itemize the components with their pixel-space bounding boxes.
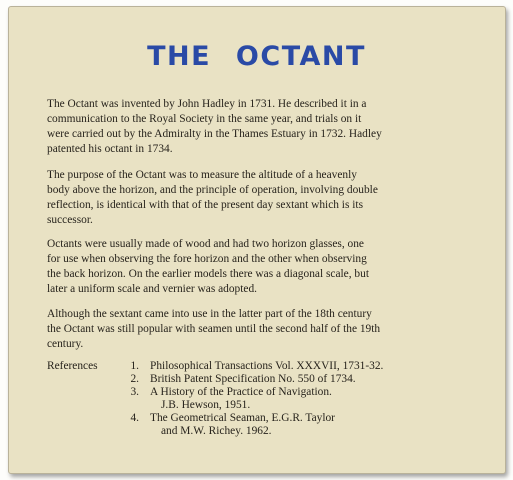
paragraph-line: later a uniform scale and vernier was adopted. xyxy=(47,283,258,295)
reference-text: British Patent Specification No. 550 of 1734. xyxy=(150,373,356,385)
paragraph-invention xyxy=(47,97,382,157)
reference-number: 3. xyxy=(130,386,139,398)
reference-text: The Geometrical Seaman, E.G.R. Taylor xyxy=(150,412,335,424)
page-title: THE OCTANT xyxy=(147,41,366,72)
paragraph-line: Octants were usually made of wood and had two horizon glasses, one xyxy=(47,238,364,250)
paragraph-purpose xyxy=(47,168,378,228)
reference-number: 4. xyxy=(130,412,139,424)
reference-text: Philosophical Transactions Vol. XXXVII, 1731-32. xyxy=(150,360,384,372)
reference-number: 1. xyxy=(130,360,139,372)
references-label: References xyxy=(47,360,98,372)
reference-text: A History of the Practice of Navigation. xyxy=(150,386,332,398)
paragraph-history xyxy=(47,307,380,352)
paragraph-line: Although the sextant came into use in the latter part of the 18th century xyxy=(47,308,372,320)
paragraph-construction xyxy=(47,237,369,297)
paragraph-line: reflection, is identical with that of the present day sextant which is its xyxy=(47,199,364,211)
reference-continuation: J.B. Hewson, 1951. xyxy=(161,399,251,411)
paragraph-line: the back horizon. On the earlier models there was a diagonal scale, but xyxy=(47,268,369,280)
reference-continuation: and M.W. Richey. 1962. xyxy=(161,425,272,437)
paragraph-line: body above the horizon, and the principle of operation, involving double xyxy=(47,184,378,196)
paragraph-line: the Octant was still popular with seamen until the second half of the 19th xyxy=(47,323,381,335)
paragraph-line: patented his octant in 1734. xyxy=(47,143,173,155)
paragraph-line: for use when observing the fore horizon and the other when observing xyxy=(47,253,367,265)
paragraph-line: The purpose of the Octant was to measure the altitude of a heavenly xyxy=(47,169,357,181)
paragraph-line: The Octant was invented by John Hadley in 1731. He described it in a xyxy=(47,98,367,110)
paragraph-line: century. xyxy=(47,338,84,350)
paragraph-line: were carried out by the Admiralty in the Thames Estuary in 1732. Hadley xyxy=(47,128,382,140)
paragraph-line: successor. xyxy=(47,214,93,226)
paragraph-line: communication to the Royal Society in the same year, and trials on it xyxy=(47,113,362,125)
reference-number: 2. xyxy=(130,373,139,385)
